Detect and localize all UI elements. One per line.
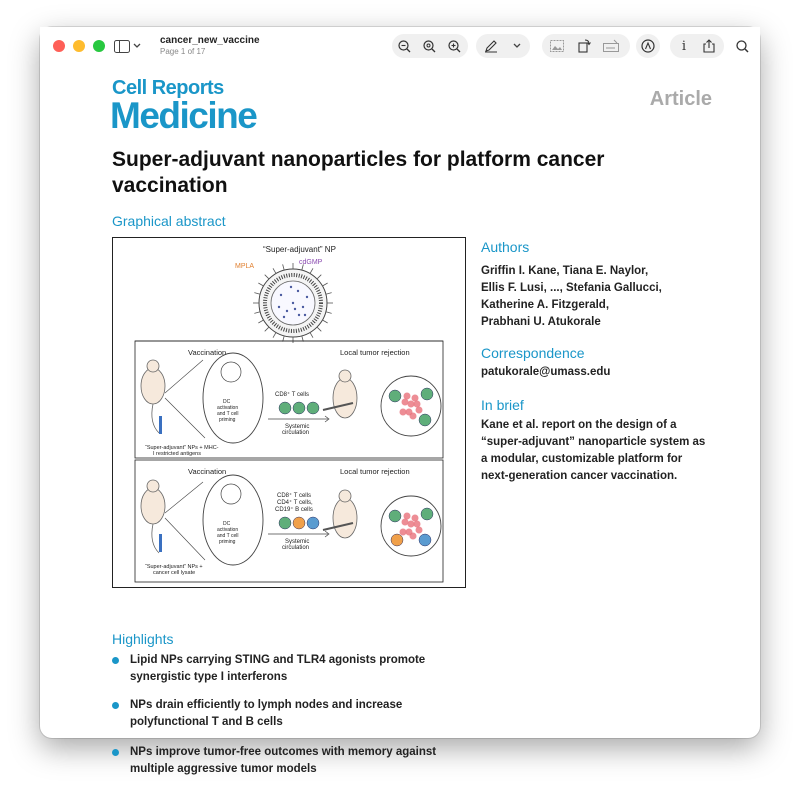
panel2-mouse-right bbox=[323, 490, 357, 538]
in-brief-line: “super-adjuvant” nanoparticle system as bbox=[481, 436, 706, 448]
search-button[interactable] bbox=[733, 37, 751, 55]
zoom-in-icon bbox=[448, 40, 461, 53]
in-brief-line: a modular, customizable platform for bbox=[481, 453, 683, 465]
panel1-caption2: I restricted antigens bbox=[153, 451, 201, 457]
panel2-cell-1 bbox=[279, 517, 291, 529]
authors-line: Katherine A. Fitzgerald, bbox=[481, 299, 610, 311]
preview-window bbox=[40, 27, 760, 775]
graphical-abstract-svg bbox=[113, 238, 465, 587]
pdf-page bbox=[40, 67, 760, 775]
image-select-icon bbox=[550, 40, 564, 52]
authors-line: Ellis F. Lusi, ..., Stefania Gallucci, bbox=[481, 282, 662, 294]
info-button[interactable] bbox=[675, 37, 693, 55]
rotate-button[interactable] bbox=[575, 37, 593, 55]
bullet-icon bbox=[112, 702, 119, 709]
panel1-cell-3 bbox=[307, 402, 319, 414]
panel1-mouse-right bbox=[323, 370, 357, 418]
markup-button[interactable] bbox=[639, 37, 657, 55]
paper-title: Super-adjuvant nanoparticles for platform cancer vaccination bbox=[112, 148, 605, 197]
in-brief-line: next-generation cancer vaccination. bbox=[481, 470, 678, 482]
zoom-actual-icon bbox=[423, 40, 436, 53]
form-fill-button[interactable] bbox=[602, 37, 620, 55]
authors-heading: Authors bbox=[481, 239, 530, 255]
panel1-dc3: and T cell bbox=[217, 411, 239, 417]
sidebar-toggle-button[interactable] bbox=[114, 36, 144, 56]
authors-list bbox=[481, 263, 662, 331]
panel2-dc1: DC bbox=[223, 521, 231, 527]
chevron-down-icon bbox=[513, 43, 521, 49]
panel2-rejection: Local tumor rejection bbox=[340, 467, 410, 476]
zoom-out-button[interactable] bbox=[395, 37, 413, 55]
journal-name-line2: Medicine bbox=[110, 95, 257, 136]
authors-line: Griffin I. Kane, Tiana E. Naylor, bbox=[481, 265, 649, 277]
panel1-dc1: DC bbox=[223, 399, 231, 405]
close-window-button[interactable] bbox=[53, 40, 65, 52]
panel1-rejection: Local tumor rejection bbox=[340, 348, 410, 357]
panel2-cells2: CD4⁺ T cells, bbox=[277, 500, 313, 506]
panel2-vaccination: Vaccination bbox=[188, 467, 227, 476]
page-indicator: Page 1 of 17 bbox=[160, 47, 206, 56]
highlight-text: NPs drain efficiently to lymph nodes and increase polyfunctional T and B cells bbox=[130, 699, 403, 728]
highlights-heading: Highlights bbox=[112, 631, 174, 647]
highlight-text: Lipid NPs carrying STING and TLR4 agonists promote synergistic type I interferons bbox=[130, 654, 426, 683]
info-icon: i bbox=[681, 38, 687, 54]
panel2-dc3: and T cell bbox=[217, 533, 239, 539]
form-fill-icon bbox=[603, 40, 619, 52]
minimize-window-button[interactable] bbox=[73, 40, 85, 52]
highlight-button[interactable] bbox=[482, 37, 500, 55]
chevron-down-icon bbox=[133, 43, 141, 49]
panel1-mouse-left bbox=[141, 360, 165, 434]
search-icon bbox=[736, 40, 749, 53]
bullet-icon bbox=[112, 657, 119, 664]
share-button[interactable] bbox=[700, 37, 718, 55]
rotate-icon bbox=[578, 39, 591, 53]
zoom-window-button[interactable] bbox=[93, 40, 105, 52]
zoom-out-icon bbox=[398, 40, 411, 53]
image-select-button[interactable] bbox=[548, 37, 566, 55]
cdgmp-label: cdGMP bbox=[299, 259, 323, 266]
panel2-cells1: CD8⁺ T cells bbox=[277, 493, 311, 499]
panel1-vaccination: Vaccination bbox=[188, 348, 227, 357]
panel1-cells: CD8⁺ T cells bbox=[275, 392, 309, 398]
panel1-dc2: activation bbox=[217, 405, 239, 411]
toolbar bbox=[40, 27, 760, 67]
panel2-mouse-left bbox=[141, 480, 165, 553]
panel2-caption1: “Super-adjuvant” NPs + bbox=[145, 564, 203, 570]
panel2-cell-3 bbox=[307, 517, 319, 529]
np-label: “Super-adjuvant” NP bbox=[263, 245, 336, 254]
panel1-cell-2 bbox=[293, 402, 305, 414]
panel1-systemic1: Systemic bbox=[285, 424, 310, 430]
markup-icon bbox=[641, 39, 655, 53]
in-brief-heading: In brief bbox=[481, 397, 524, 413]
nanoparticle-drawing bbox=[253, 263, 333, 343]
panel2-caption2: cancer cell lysate bbox=[153, 570, 196, 576]
graphical-abstract-figure bbox=[112, 237, 466, 588]
panel1-systemic2: circulation bbox=[282, 430, 310, 436]
article-type-label: Article bbox=[649, 88, 712, 110]
highlighter-icon bbox=[484, 39, 498, 53]
panel2-cell-2 bbox=[293, 517, 305, 529]
zoom-in-button[interactable] bbox=[445, 37, 463, 55]
correspondence-email[interactable]: patukorale@umass.edu bbox=[481, 366, 611, 378]
panel2-dc2: activation bbox=[217, 527, 239, 533]
share-icon bbox=[703, 39, 715, 53]
actual-size-button[interactable] bbox=[420, 37, 438, 55]
panel1-caption1: “Super-adjuvant” NPs + MHC- bbox=[145, 445, 219, 451]
highlight-text: NPs improve tumor-free outcomes with memory against multiple aggressive tumor models bbox=[130, 746, 437, 775]
in-brief-line: Kane et al. report on the design of a bbox=[481, 419, 677, 431]
mpla-label: MPLA bbox=[235, 263, 255, 270]
document-title: cancer_new_vaccine bbox=[160, 35, 260, 46]
panel1-dc4: priming bbox=[219, 417, 236, 423]
graphical-abstract-heading: Graphical abstract bbox=[112, 213, 226, 229]
sidebar-icon bbox=[114, 40, 130, 53]
panel2-cells3: CD19⁺ B cells bbox=[275, 507, 313, 513]
authors-line: Prabhani U. Atukorale bbox=[481, 316, 601, 328]
highlight-menu-button[interactable] bbox=[508, 37, 526, 55]
bullet-icon bbox=[112, 749, 119, 756]
correspondence-heading: Correspondence bbox=[481, 345, 585, 361]
panel2-systemic1: Systemic bbox=[285, 539, 310, 545]
panel2-systemic2: circulation bbox=[282, 545, 310, 551]
panel1-cell-1 bbox=[279, 402, 291, 414]
journal-name-line1: Cell Reports bbox=[112, 77, 224, 99]
in-brief-text bbox=[481, 417, 705, 485]
panel2-dc4: priming bbox=[219, 539, 236, 545]
